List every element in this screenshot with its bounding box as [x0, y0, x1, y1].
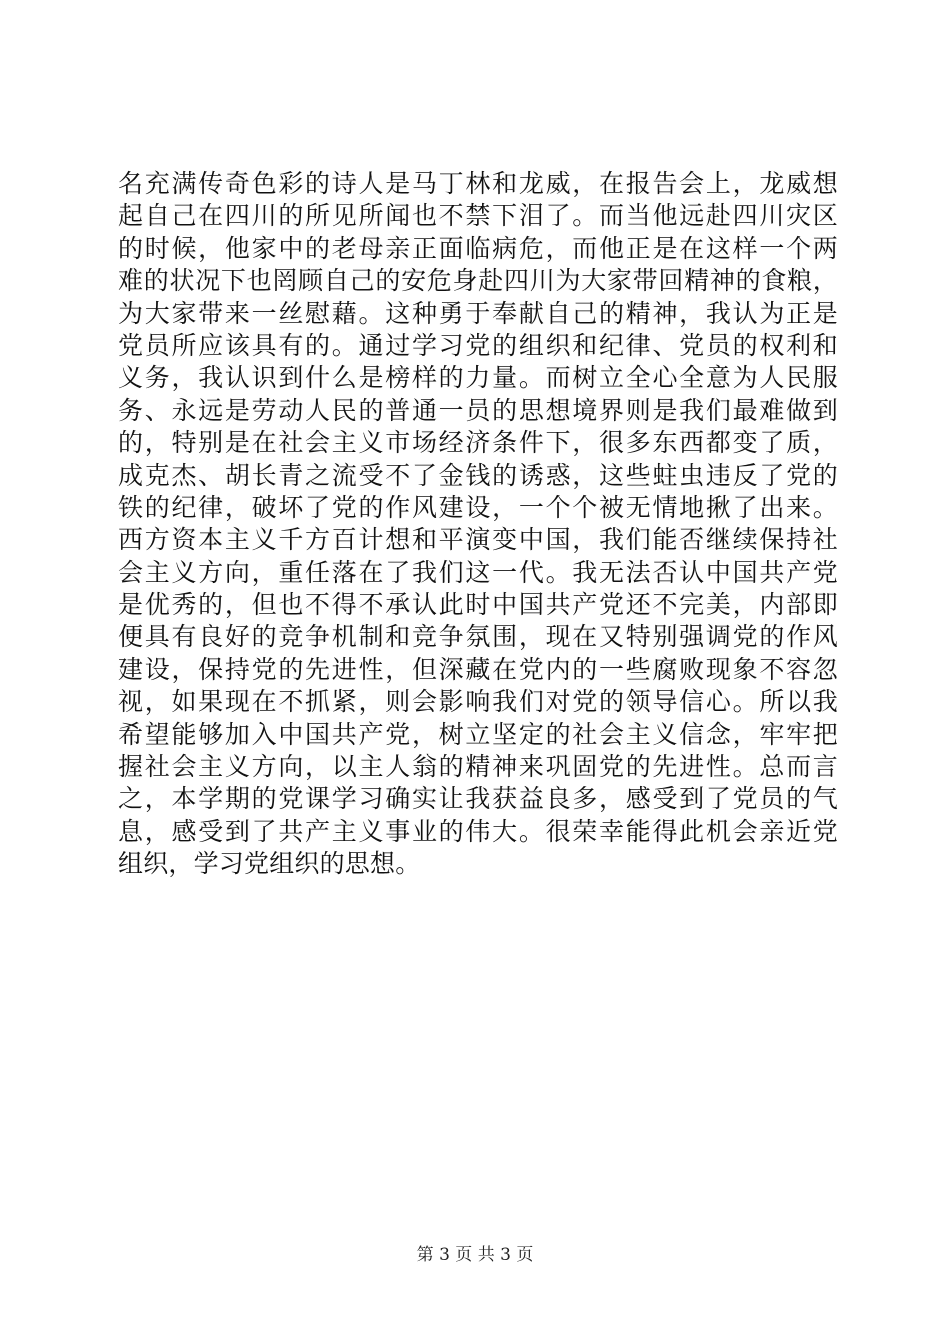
text-line: 西方资本主义千方百计想和平演变中国，我们能否继续保持社	[118, 525, 838, 555]
text-line: 起自己在四川的所见所闻也不禁下泪了。而当他远赴四川灾区	[118, 201, 838, 231]
text-line: 的，特别是在社会主义市场经济条件下，很多东西都变了质，	[118, 428, 838, 458]
text-line: 是优秀的，但也不得不承认此时中国共产党还不完美，内部即	[118, 590, 838, 620]
text-line: 握社会主义方向，以主人翁的精神来巩固党的先进性。总而言	[118, 752, 838, 782]
text-line: 的时候，他家中的老母亲正面临病危，而他正是在这样一个两	[118, 233, 838, 263]
text-line: 希望能够加入中国共产党，树立坚定的社会主义信念，牢牢把	[118, 719, 838, 749]
text-line: 视，如果现在不抓紧，则会影响我们对党的领导信心。所以我	[118, 687, 838, 717]
text-line: 名充满传奇色彩的诗人是马丁林和龙威，在报告会上，龙威想	[118, 169, 838, 198]
text-line: 务、永远是劳动人民的普通一员的思想境界则是我们最难做到	[118, 395, 838, 425]
text-line: 之，本学期的党课学习确实让我获益良多，感受到了党员的气	[118, 784, 838, 814]
text-line: 便具有良好的竞争机制和竞争氛围，现在又特别强调党的作风	[118, 622, 838, 652]
text-line: 义务，我认识到什么是榜样的力量。而树立全心全意为人民服	[118, 363, 838, 393]
text-line: 为大家带来一丝慰藉。这种勇于奉献自己的精神，我认为正是	[118, 298, 838, 328]
text-line: 息，感受到了共产主义事业的伟大。很荣幸能得此机会亲近党	[118, 816, 838, 846]
page-number-footer: 第 3 页 共 3 页	[416, 1245, 534, 1265]
text-line: 组织，学习党组织的思想。	[118, 849, 421, 879]
text-line: 会主义方向，重任落在了我们这一代。我无法否认中国共产党	[118, 557, 838, 587]
text-line: 成克杰、胡长青之流受不了金钱的诱惑，这些蛀虫违反了党的	[118, 460, 838, 490]
text-line: 建设，保持党的先进性，但深藏在党内的一些腐败现象不容忽	[118, 654, 838, 684]
text-line: 铁的纪律，破坏了党的作风建设，一个个被无情地揪了出来。	[118, 492, 838, 522]
body-paragraph	[118, 168, 838, 881]
text-line: 难的状况下也罔顾自己的安危身赴四川为大家带回精神的食粮，	[118, 266, 838, 296]
text-line: 党员所应该具有的。通过学习党的组织和纪律、党员的权利和	[118, 330, 838, 360]
